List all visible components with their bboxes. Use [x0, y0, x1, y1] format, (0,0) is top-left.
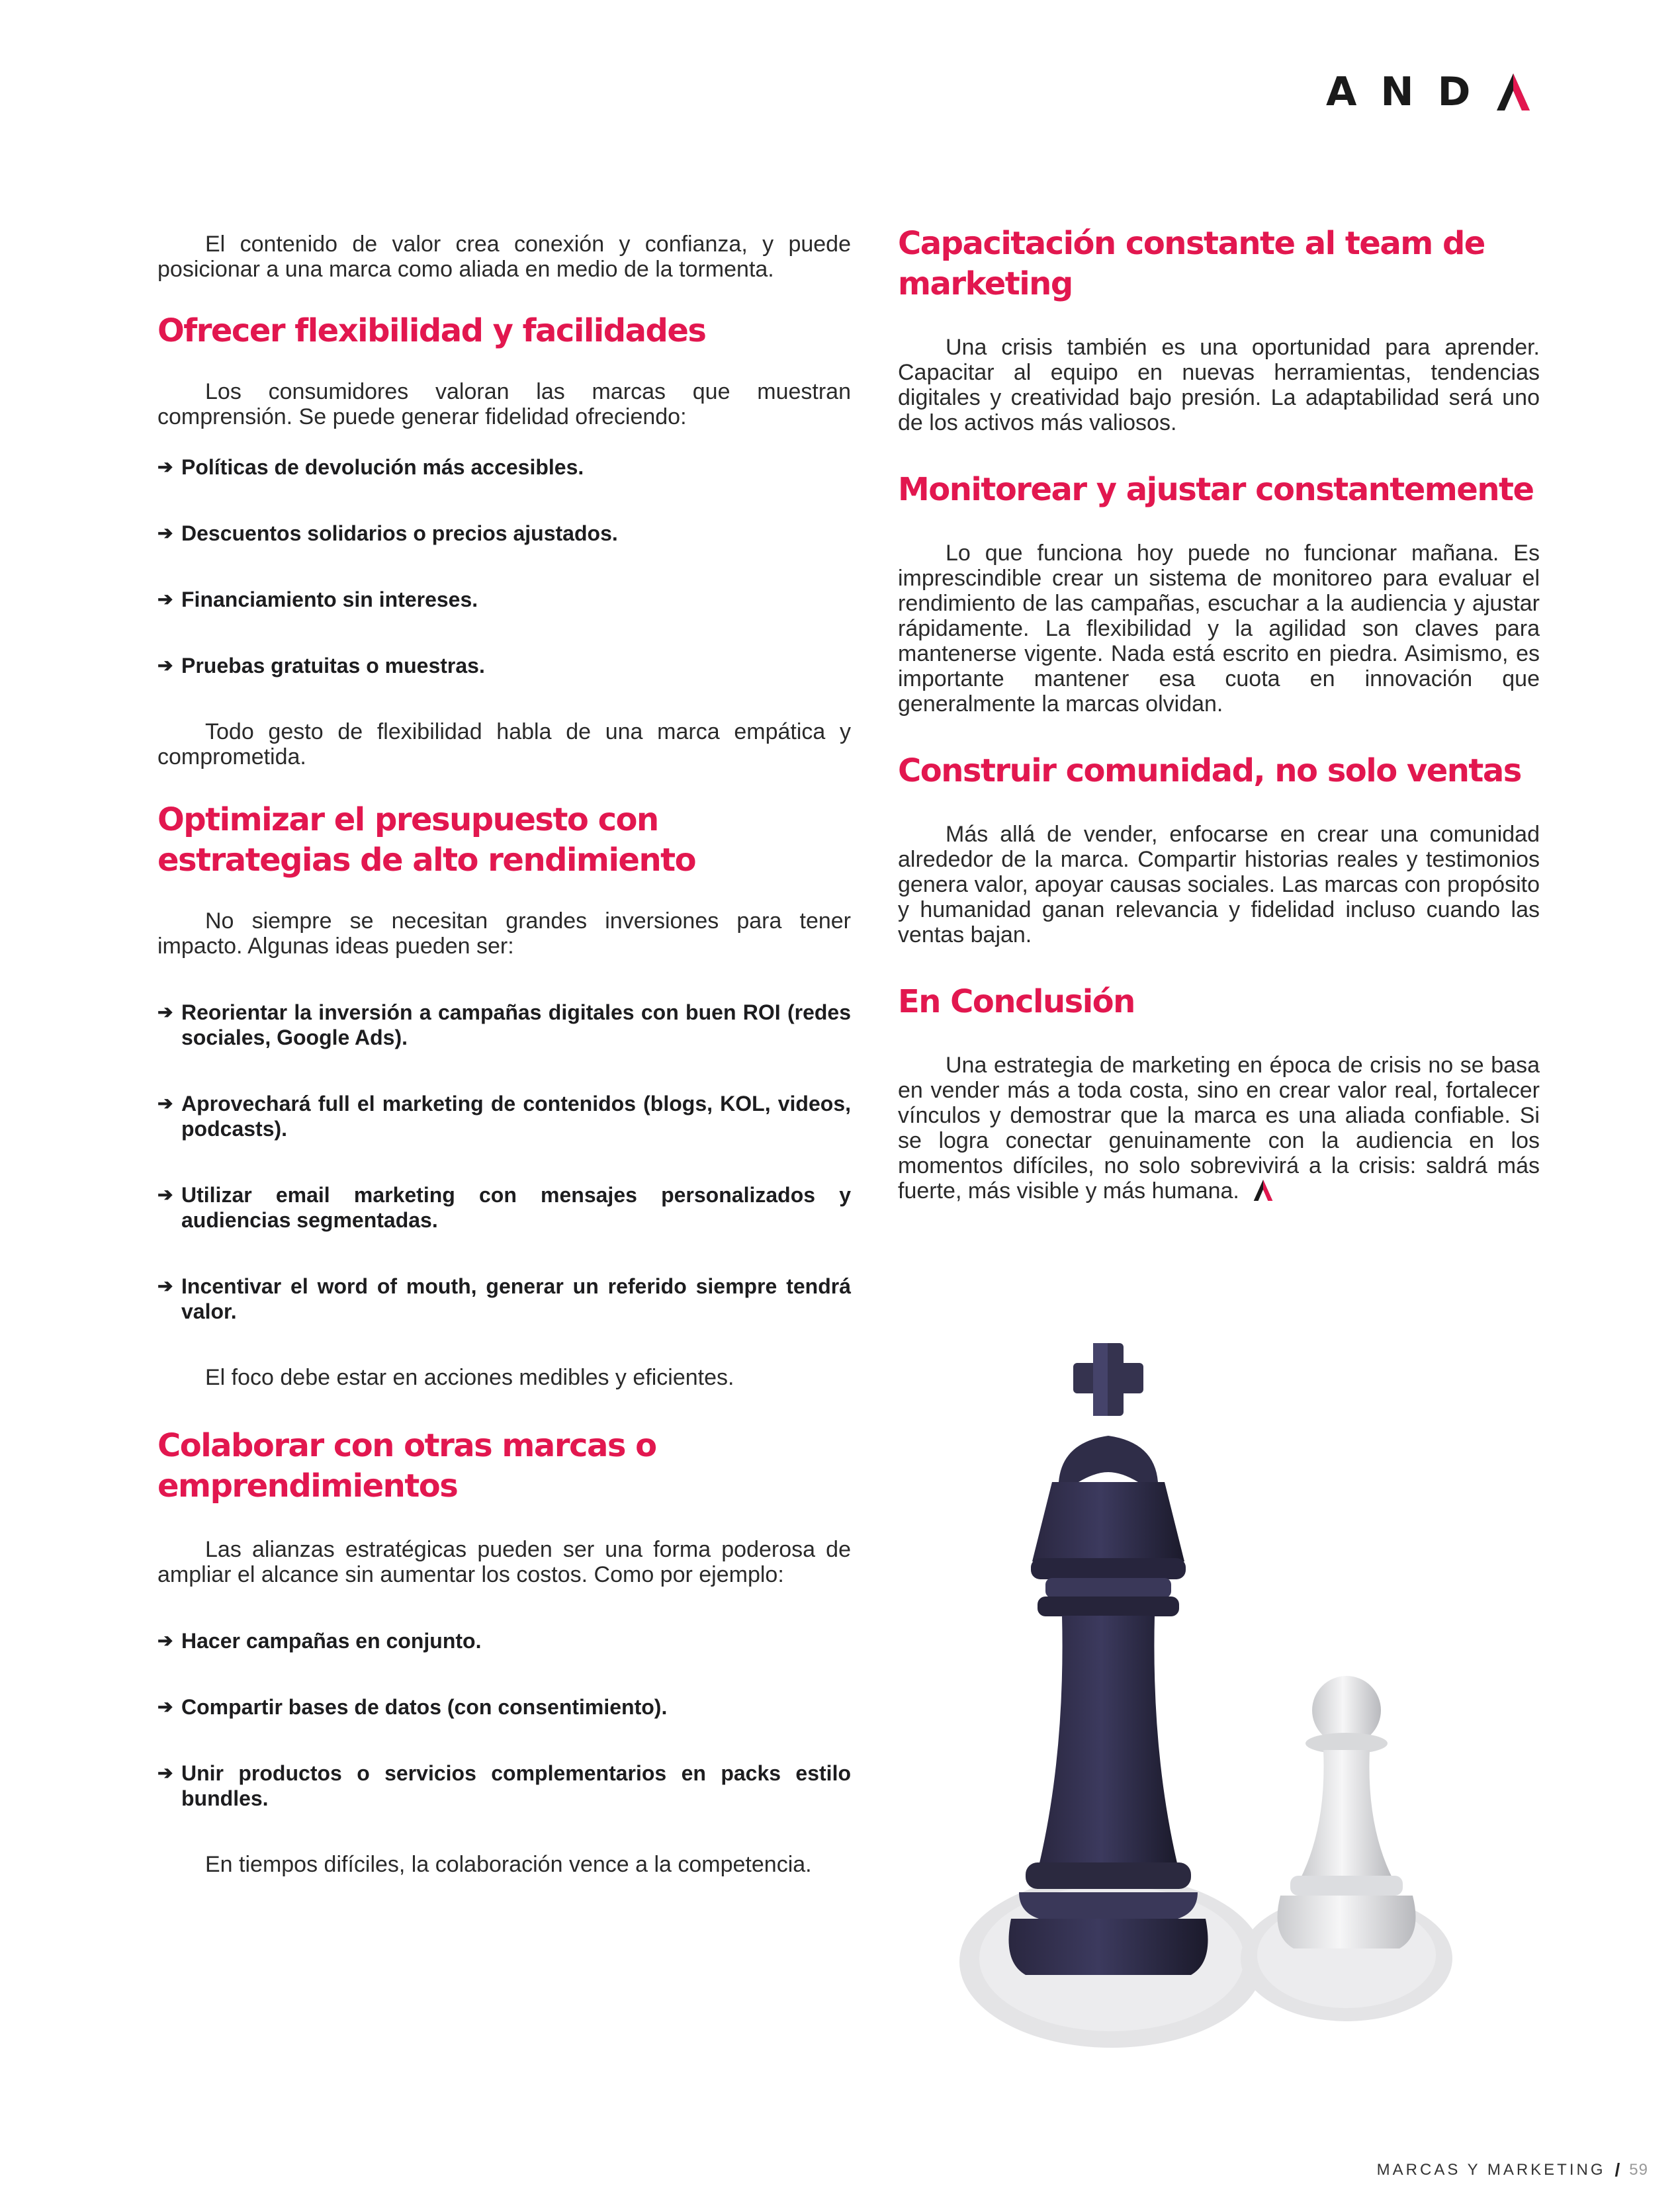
arrow-icon: ➔ [157, 589, 173, 609]
list-colaborar [157, 1628, 851, 1811]
list-item: ➔ Reorientar la inversión a campañas digitales con buen ROI (redes sociales, Google Ads). [157, 1000, 851, 1049]
list-item: ➔ Descuentos solidarios o precios ajustados. [157, 521, 618, 545]
king-piece [1008, 1343, 1208, 1975]
heading-flexibilidad: Ofrecer flexibilidad y facilidades [157, 312, 706, 349]
paragraph-comunidad: Más allá de vender, enfocarse en crear una comunidad alrededor de la marca. Compartir historias reales y testimonios genera valor, apoyar causas sociales. Las marcas con propósito y humanidad ganan relevancia y fidelidad incluso cuando las ventas bajan. [898, 822, 1540, 947]
list-item: ➔ Utilizar email marketing con mensajes personalizados y audiencias segmentadas. [157, 1183, 851, 1232]
closing-presupuesto: El foco debe estar en acciones medibles y eficientes. [205, 1365, 734, 1390]
heading-conclusion: En Conclusión [898, 983, 1135, 1020]
heading-presupuesto: Optimizar el presupuesto con estrategias de alto rendimiento [157, 801, 696, 879]
list-flexibilidad [157, 455, 851, 678]
list-presupuesto [157, 1000, 851, 1324]
list-item: ➔ Incentivar el word of mouth, generar un referido siempre tendrá valor. [157, 1274, 851, 1323]
heading-capacitacion: Capacitación constante al team de marketing [898, 225, 1485, 302]
arrow-icon: ➔ [157, 655, 173, 676]
arrow-icon: ➔ [157, 1184, 173, 1205]
pawn-piece [1278, 1676, 1416, 1948]
right-column [898, 224, 1540, 1203]
paragraph-conclusion: Una estrategia de marketing en época de crisis no se basa en vender más a toda costa, sino en crear valor real, fortalecer vínculos y demostrar que la marca es una aliada confiable. Si se logra conectar genuinamente con la audiencia en los momentos difíciles, no solo sobrevivirá a la crisis: saldrá más fuerte, más visible y más humana. [898, 1053, 1540, 1203]
list-item: ➔ Hacer campañas en conjunto. [157, 1629, 482, 1653]
brand-logo-a-mark-icon [1497, 73, 1530, 110]
arrow-icon: ➔ [157, 457, 173, 477]
heading-colaborar: Colaborar con otras marcas o emprendimientos [157, 1427, 656, 1505]
closing-colaborar: En tiempos difíciles, la colaboración vence a la competencia. [205, 1852, 812, 1877]
paragraph-colaborar: Las alianzas estratégicas pueden ser una forma poderosa de ampliar el alcance sin aumentar los costos. Como por ejemplo: [157, 1537, 851, 1587]
intro-paragraph: El contenido de valor crea conexión y confianza, y puede posicionar a una marca como aliada en medio de la tormenta. [157, 232, 851, 282]
chess-illustration [953, 1343, 1456, 2051]
closing-flexibilidad: Todo gesto de flexibilidad habla de una marca empática y comprometida. [157, 719, 851, 769]
brand-end-mark-icon [1253, 1180, 1273, 1201]
arrow-icon: ➔ [157, 1696, 173, 1717]
arrow-icon: ➔ [157, 1763, 173, 1783]
arrow-icon: ➔ [157, 1276, 173, 1296]
arrow-icon: ➔ [157, 523, 173, 543]
footer-section: MARCAS Y MARKETING [1376, 2161, 1606, 2179]
list-item: ➔ Aprovechará full el marketing de contenidos (blogs, KOL, videos, podcasts). [157, 1092, 851, 1141]
arrow-icon: ➔ [157, 1630, 173, 1651]
arrow-icon: ➔ [157, 1093, 173, 1114]
heading-monitorear: Monitorear y ajustar constantemente [898, 471, 1534, 508]
list-item: ➔ Compartir bases de datos (con consentimiento). [157, 1695, 668, 1719]
left-column [157, 232, 851, 1877]
footer-slash-icon: / [1614, 2160, 1620, 2180]
list-item: ➔ Financiamiento sin intereses. [157, 588, 478, 611]
brand-logo [1326, 69, 1530, 115]
paragraph-flexibilidad: Los consumidores valoran las marcas que muestran comprensión. Se puede generar fidelidad ofreciendo: [157, 379, 851, 429]
page-footer [1377, 2160, 1648, 2181]
list-item: ➔ Políticas de devolución más accesibles. [157, 455, 584, 479]
heading-comunidad: Construir comunidad, no solo ventas [898, 752, 1521, 789]
paragraph-capacitacion: Una crisis también es una oportunidad para aprender. Capacitar al equipo en nuevas herramientas, tendencias digitales y creatividad bajo presión. La adaptabilidad será uno de los activos más valiosos. [898, 335, 1540, 435]
brand-logo-letters: AND [1326, 69, 1495, 115]
list-item: ➔ Pruebas gratuitas o muestras. [157, 654, 485, 678]
paragraph-presupuesto: No siempre se necesitan grandes inversiones para tener impacto. Algunas ideas pueden ser: [157, 908, 851, 959]
paragraph-monitorear: Lo que funciona hoy puede no funcionar mañana. Es imprescindible crear un sistema de monitoreo para evaluar el rendimiento de las campañas, escuchar a la audiencia y ajustar rápidamente. La flexibilidad y la agilidad son claves para mantenerse vigente. Nada está escrito en piedra. Asimismo, es importante mantener esa cuota en innovación que generalmente la marcas olvidan. [898, 541, 1540, 717]
page-number: 59 [1629, 2161, 1648, 2179]
arrow-icon: ➔ [157, 1002, 173, 1022]
list-item: ➔ Unir productos o servicios complementarios en packs estilo bundles. [157, 1761, 851, 1810]
